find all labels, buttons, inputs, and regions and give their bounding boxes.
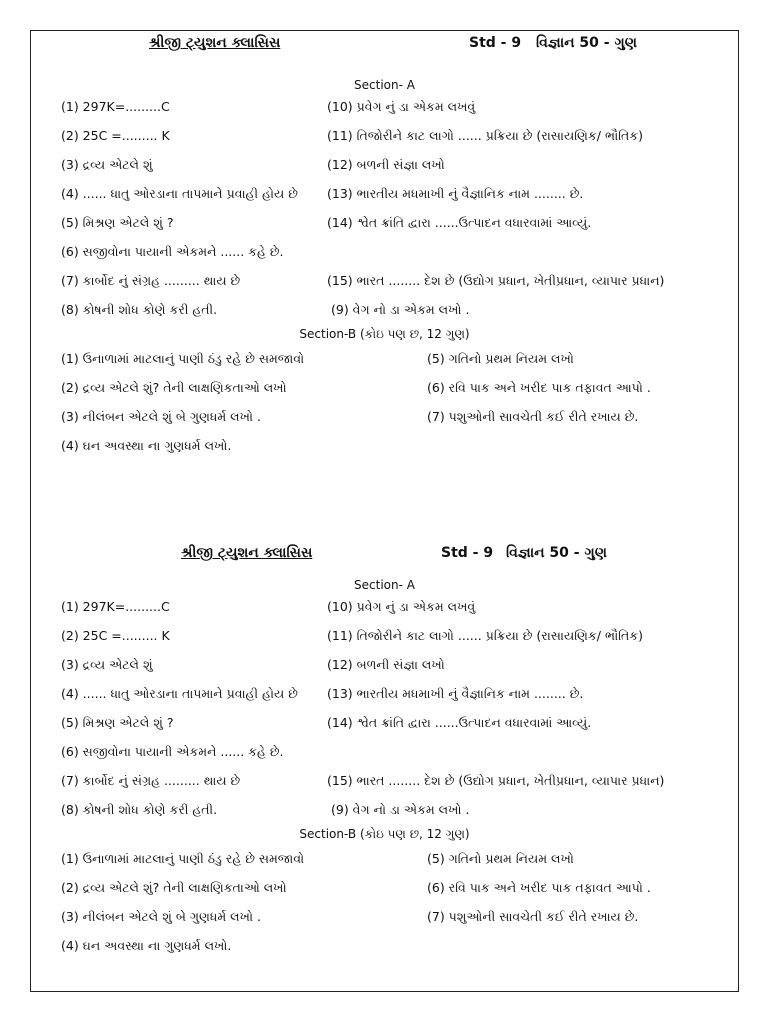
section-a-question: (2) 25C =......... K bbox=[61, 628, 170, 643]
section-b-question: (2) દ્રવ્ય એટલે શું? તેની લાક્ષણિકતાઓ લખો bbox=[61, 880, 287, 895]
section-b-question: (6) રવિ પાક અને ખરીદ પાક તફાવત આપો . bbox=[427, 880, 651, 895]
standard-label: Std - 9 bbox=[469, 35, 522, 51]
class-title: શ્રીજી ટ્યુશન ક્લાસિસ bbox=[149, 35, 281, 51]
section-a-title: Section- A bbox=[354, 78, 415, 92]
section-a-question: (13) ભારતીય મધમાખી નું વૈજ્ઞાનિક નામ ........ છે. bbox=[327, 686, 584, 701]
section-a-question: (3) દ્રવ્ય એટલે શું bbox=[61, 157, 153, 172]
section-b-question: (4) ઘન અવસ્થા ના ગુણધર્મ લખો. bbox=[61, 438, 232, 453]
section-a-question: (15) ભારત ........ દેશ છે (ઉદ્યોગ પ્રધાન, ખેતીપ્રધાન, વ્યાપાર પ્રધાન) bbox=[327, 273, 665, 288]
class-title: શ્રીજી ટ્યુશન ક્લાસિસ bbox=[181, 545, 313, 561]
section-b-question: (5) ગતિનો પ્રથમ નિયમ લખો bbox=[427, 851, 574, 866]
section-a-question: (8) કોષની શોધ કોણે કરી હતી. bbox=[61, 302, 218, 317]
question-paper-copy bbox=[31, 541, 738, 1021]
section-a-question: (15) ભારત ........ દેશ છે (ઉદ્યોગ પ્રધાન, ખેતીપ્રધાન, વ્યાપાર પ્રધાન) bbox=[327, 773, 665, 788]
section-b-title: Section-B (કોઇ પણ છ, 12 ગુણ) bbox=[299, 327, 470, 341]
section-a-question: (13) ભારતીય મધમાખી નું વૈજ્ઞાનિક નામ ........ છે. bbox=[327, 186, 584, 201]
section-b-question: (5) ગતિનો પ્રથમ નિયમ લખો bbox=[427, 351, 574, 366]
section-a-question: (10) પ્રવેગ નું ડા એકમ લખવું bbox=[327, 99, 476, 114]
section-b-question: (3) નીલંબન એટલે શું બે ગુણધર્મ લખો . bbox=[61, 409, 261, 424]
section-a-question: (6) સજીવોના પાયાની એકમને ...... કહે છે. bbox=[61, 244, 284, 259]
section-b-title: Section-B (કોઇ પણ છ, 12 ગુણ) bbox=[299, 827, 470, 841]
section-a-question: (6) સજીવોના પાયાની એકમને ...... કહે છે. bbox=[61, 744, 284, 759]
section-b-question: (6) રવિ પાક અને ખરીદ પાક તફાવત આપો . bbox=[427, 380, 651, 395]
section-a-question: (10) પ્રવેગ નું ડા એકમ લખવું bbox=[327, 599, 476, 614]
section-a-question: (3) દ્રવ્ય એટલે શું bbox=[61, 657, 153, 672]
section-b-question: (3) નીલંબન એટલે શું બે ગુણધર્મ લખો . bbox=[61, 909, 261, 924]
question-paper-copy bbox=[31, 31, 738, 511]
section-b-question: (7) પશુઓની સાવચેતી કઈ રીતે રખાય છે. bbox=[427, 409, 639, 424]
section-a-title: Section- A bbox=[354, 578, 415, 592]
section-a-question: (7) કાર્બોદ નું સંગ્રહ ......... થાય છે bbox=[61, 773, 241, 788]
section-a-question: (14) શ્વેત ક્રાંતિ દ્વારા ......ઉત્પાદન વધારવામાં આવ્યું. bbox=[327, 215, 592, 230]
section-a-question: (14) શ્વેત ક્રાંતિ દ્વારા ......ઉત્પાદન વધારવામાં આવ્યું. bbox=[327, 715, 592, 730]
section-a-question: (4) ...... ધાતુ ઓરડાના તાપમાને પ્રવાહી હોય છે bbox=[61, 686, 298, 701]
subject-marks: વિજ્ઞાન 50 - ગુણ bbox=[506, 545, 607, 561]
paper-header bbox=[31, 35, 738, 65]
section-b-question: (7) પશુઓની સાવચેતી કઈ રીતે રખાય છે. bbox=[427, 909, 639, 924]
section-b-question: (2) દ્રવ્ય એટલે શું? તેની લાક્ષણિકતાઓ લખો bbox=[61, 380, 287, 395]
section-a-question: (5) મિશ્રણ એટલે શું ? bbox=[61, 215, 174, 230]
section-a-question: (9) વેગ નો ડા એકમ લખો . bbox=[331, 302, 470, 317]
section-a-question: (5) મિશ્રણ એટલે શું ? bbox=[61, 715, 174, 730]
section-a-question: (2) 25C =......... K bbox=[61, 128, 170, 143]
section-a-question: (12) બળની સંજ્ઞા લખો bbox=[327, 657, 445, 672]
subject-marks: વિજ્ઞાન 50 - ગુણ bbox=[536, 35, 637, 51]
section-a-question: (11) તિજોરીને કાટ લાગો ...... પ્રક્રિયા છે (રાસાયણિક/ ભૌતિક) bbox=[327, 628, 643, 643]
page-border bbox=[30, 30, 739, 992]
section-a-question: (8) કોષની શોધ કોણે કરી હતી. bbox=[61, 802, 218, 817]
section-b-question: (1) ઉનાળામાં માટલાનું પાણી ઠંડુ રહે છે સમજાવો bbox=[61, 351, 305, 366]
section-a-question: (7) કાર્બોદ નું સંગ્રહ ......... થાય છે bbox=[61, 273, 241, 288]
section-a-question: (12) બળની સંજ્ઞા લખો bbox=[327, 157, 445, 172]
paper-header bbox=[31, 545, 738, 575]
section-a-question: (11) તિજોરીને કાટ લાગો ...... પ્રક્રિયા છે (રાસાયણિક/ ભૌતિક) bbox=[327, 128, 643, 143]
section-b-question: (4) ઘન અવસ્થા ના ગુણધર્મ લખો. bbox=[61, 938, 232, 953]
standard-label: Std - 9 bbox=[441, 545, 494, 561]
section-b-question: (1) ઉનાળામાં માટલાનું પાણી ઠંડુ રહે છે સમજાવો bbox=[61, 851, 305, 866]
section-a-question: (1) 297K=.........C bbox=[61, 599, 170, 614]
section-a-question: (4) ...... ધાતુ ઓરડાના તાપમાને પ્રવાહી હોય છે bbox=[61, 186, 298, 201]
section-a-question: (9) વેગ નો ડા એકમ લખો . bbox=[331, 802, 470, 817]
section-a-question: (1) 297K=.........C bbox=[61, 99, 170, 114]
